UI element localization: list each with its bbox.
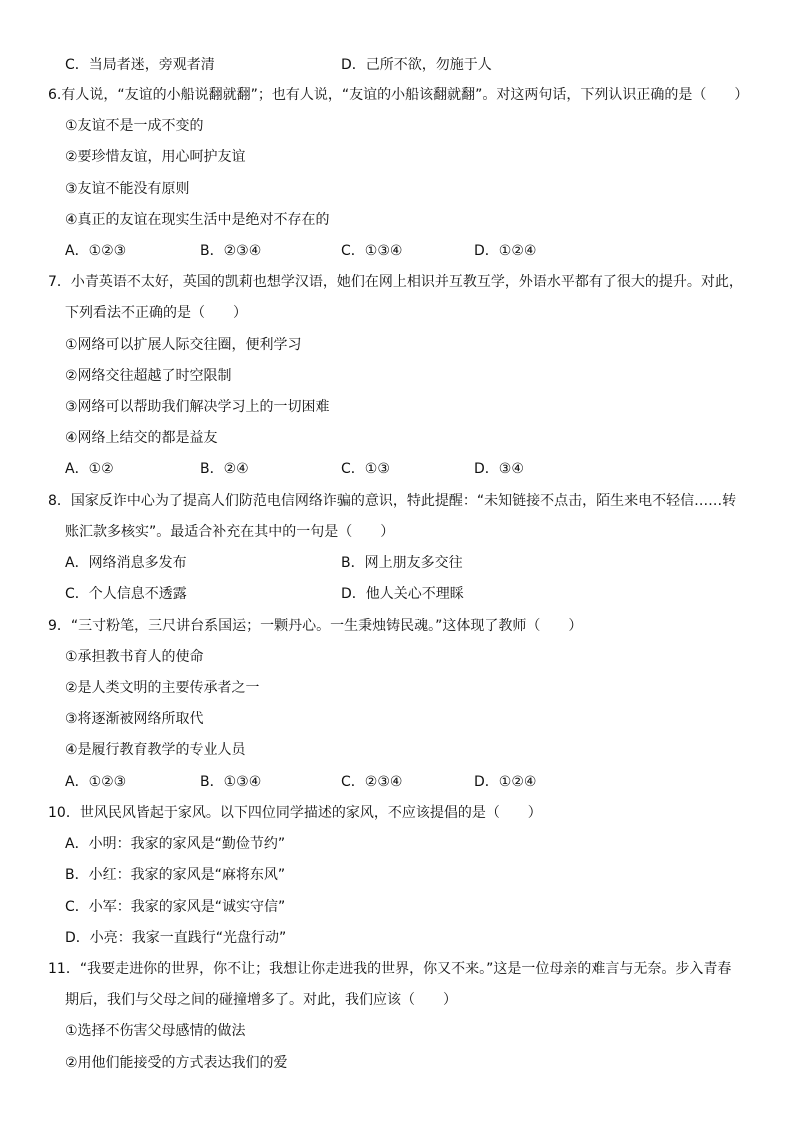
question-6-option-a: A．①②③ (65, 243, 127, 259)
prev-option-d: D．己所不欲，勿施于人 (341, 57, 492, 73)
question-6-item: ①友谊不是一成不变的 (65, 118, 204, 134)
question-10-option-b: B．小红：我家的家风是“麻将东风” (65, 867, 286, 883)
question-9-item: ①承担教书育人的使命 (65, 649, 204, 665)
question-9-option-b: B．①③④ (200, 774, 262, 790)
question-9-item: ②是人类文明的主要传承者之一 (65, 680, 260, 696)
question-9-item: ④是履行教育教学的专业人员 (65, 742, 246, 758)
question-9-option-a: A．①②③ (65, 774, 127, 790)
question-7-option-a: A．①② (65, 461, 114, 477)
question-7-stem: 7．小青英语不太好，英国的凯莉也想学汉语，她们在网上相识并互教互学，外语水平都有了很大的提升。对此， (48, 274, 743, 290)
question-11-item: ②用他们能接受的方式表达我们的爱 (65, 1055, 288, 1071)
question-10-stem: 10．世风民风皆起于家风。以下四位同学描述的家风，不应该提倡的是（ ） (48, 805, 542, 821)
question-8-option-c: C．个人信息不透露 (65, 586, 187, 602)
question-6-item: ④真正的友谊在现实生活中是绝对不存在的 (65, 212, 330, 228)
question-8-option-b: B．网上朋友多交往 (341, 555, 463, 571)
question-8-option-d: D．他人关心不理睬 (341, 586, 464, 602)
question-8-option-a: A．网络消息多发布 (65, 555, 187, 571)
question-8-stem-cont: 账汇款多核实”。最适合补充在其中的一句是（ ） (65, 524, 395, 540)
question-6-item: ③友谊不能没有原则 (65, 181, 190, 197)
question-6-option-d: D．①②④ (474, 243, 537, 259)
question-7-option-c: C．①③ (341, 461, 390, 477)
question-7-stem-cont: 下列看法不正确的是（ ） (65, 305, 247, 321)
question-6-option-c: C．①③④ (341, 243, 403, 259)
question-7-option-b: B．②④ (200, 461, 249, 477)
question-9-stem: 9．“三寸粉笔，三尺讲台系国运；一颗丹心。一生秉烛铸民魂。”这体现了教师（ ） (48, 618, 583, 634)
question-6-option-b: B．②③④ (200, 243, 262, 259)
question-9-item: ③将逐渐被网络所取代 (65, 711, 204, 727)
question-7-item: ①网络可以扩展人际交往圈，便利学习 (65, 337, 302, 353)
question-7-item: ②网络交往超越了时空限制 (65, 368, 232, 384)
question-7-item: ④网络上结交的都是益友 (65, 430, 218, 446)
question-11-stem: 11．“我要走进你的世界，你不让；我想让你走进我的世界，你又不来。”这是一位母亲的难言与无奈。步入青春 (48, 961, 732, 977)
question-7-option-d: D．③④ (474, 461, 524, 477)
question-8-stem: 8．国家反诈中心为了提高人们防范电信网络诈骗的意识，特此提醒：“未知链接不点击，陌生来电不轻信……转 (48, 493, 737, 509)
question-7-item: ③网络可以帮助我们解决学习上的一切困难 (65, 399, 330, 415)
question-9-option-c: C．②③④ (341, 774, 403, 790)
question-11-item: ①选择不伤害父母感情的做法 (65, 1023, 246, 1039)
prev-option-c: C．当局者迷，旁观者清 (65, 57, 215, 73)
question-6-stem: 6.有人说，“友谊的小船说翻就翻”；也有人说，“友谊的小船该翻就翻”。对这两句话，下列认识正确的是（ ） (48, 87, 749, 103)
question-10-option-c: C．小军：我家的家风是“诚实守信” (65, 899, 286, 915)
question-10-option-a: A．小明：我家的家风是“勤俭节约” (65, 836, 286, 852)
question-11-stem-cont: 期后，我们与父母之间的碰撞增多了。对此，我们应该（ ） (65, 992, 457, 1008)
question-9-option-d: D．①②④ (474, 774, 537, 790)
question-6-item: ②要珍惜友谊，用心呵护友谊 (65, 149, 246, 165)
question-10-option-d: D．小亮：我家一直践行“光盘行动” (65, 930, 287, 946)
